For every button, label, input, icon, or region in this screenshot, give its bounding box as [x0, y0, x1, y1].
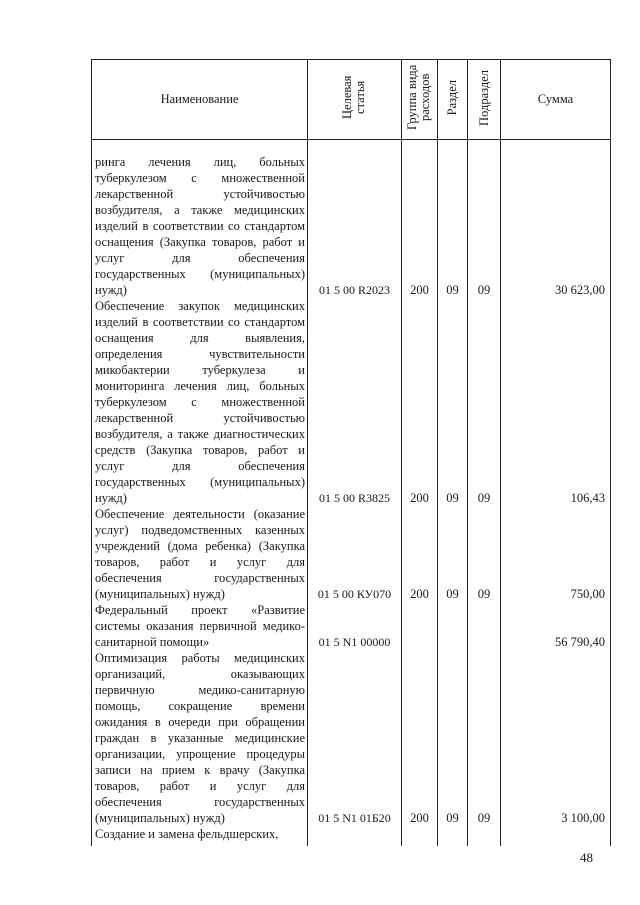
header-name: Наименование — [92, 60, 308, 140]
row-subsection — [468, 602, 501, 650]
page-number: 48 — [580, 850, 593, 865]
row-code: 01 5 N1 00000 — [308, 602, 402, 650]
row-section — [438, 826, 468, 846]
document-page — [91, 59, 610, 846]
table-row — [92, 506, 611, 602]
row-code: 01 5 N1 01Б20 — [308, 650, 402, 826]
header-target: Целевая статья — [308, 60, 402, 140]
table-row — [92, 650, 611, 826]
header-group: Группа вида расходов — [402, 60, 438, 140]
row-sum — [501, 826, 611, 846]
row-code: 01 5 00 R2023 — [308, 140, 402, 298]
row-subsection — [468, 826, 501, 846]
row-group — [402, 826, 438, 846]
table-row — [92, 298, 611, 506]
budget-table — [91, 59, 611, 846]
row-code: 01 5 00 КУ070 — [308, 506, 402, 602]
row-subsection: 09 — [468, 506, 501, 602]
table-row — [92, 826, 611, 846]
row-code: 01 5 00 R3825 — [308, 298, 402, 506]
row-group: 200 — [402, 298, 438, 506]
row-name: Обеспечение закупок медицинских изделий в соответствии со стандартом оснащения для выявления, определения чувствительности микобактерии туберкулеза и мониторинга лечения лиц, больных туберкулезом с множественной лекарственной устойчивостью возбудителя, а также диагностических средств (Закупка товаров, работ и услуг для обеспечения государственных (муниципальных) нужд) — [92, 298, 308, 506]
table-row — [92, 602, 611, 650]
header-sum: Сумма — [501, 60, 611, 140]
row-sum: 56 790,40 — [501, 602, 611, 650]
row-subsection: 09 — [468, 140, 501, 298]
row-subsection: 09 — [468, 650, 501, 826]
row-sum: 30 623,00 — [501, 140, 611, 298]
row-name: Оптимизация работы медицинских организаций, оказывающих первичную медико-санитарную помощь, сокращение времени ожидания в очереди при обращении граждан в указанные медицинские организации, упрощение процедуры записи на прием к врачу (Закупка товаров, работ и услуг для обеспечения государственных (муниципальных) нужд) — [92, 650, 308, 826]
row-code — [308, 826, 402, 846]
row-group: 200 — [402, 650, 438, 826]
row-sum: 3 100,00 — [501, 650, 611, 826]
header-row — [92, 60, 611, 140]
header-section: Раздел — [438, 60, 468, 140]
row-section: 09 — [438, 298, 468, 506]
row-sum: 750,00 — [501, 506, 611, 602]
row-section: 09 — [438, 140, 468, 298]
row-subsection: 09 — [468, 298, 501, 506]
row-section — [438, 602, 468, 650]
row-name: Федеральный проект «Развитие системы оказания первичной медико-санитарной помощи» — [92, 602, 308, 650]
row-name: Обеспечение деятельности (оказание услуг) подведомственных казенных учреждений (дома ребенка) (Закупка товаров, работ и услуг для обеспечения государственных (муниципальных) нужд) — [92, 506, 308, 602]
row-section: 09 — [438, 650, 468, 826]
table-row — [92, 140, 611, 298]
row-group: 200 — [402, 140, 438, 298]
row-group — [402, 602, 438, 650]
row-group: 200 — [402, 506, 438, 602]
row-section: 09 — [438, 506, 468, 602]
row-sum: 106,43 — [501, 298, 611, 506]
header-subsection: Подраздел — [468, 60, 501, 140]
row-name: Создание и замена фельдшерских, — [92, 826, 308, 846]
row-name: ринга лечения лиц, больных туберкулезом с множественной лекарственной устойчивостью возбудителя, а также медицинских изделий в соответствии со стандартом оснащения (Закупка товаров, работ и услуг для обеспечения государственных (муниципальных) нужд) — [92, 140, 308, 298]
